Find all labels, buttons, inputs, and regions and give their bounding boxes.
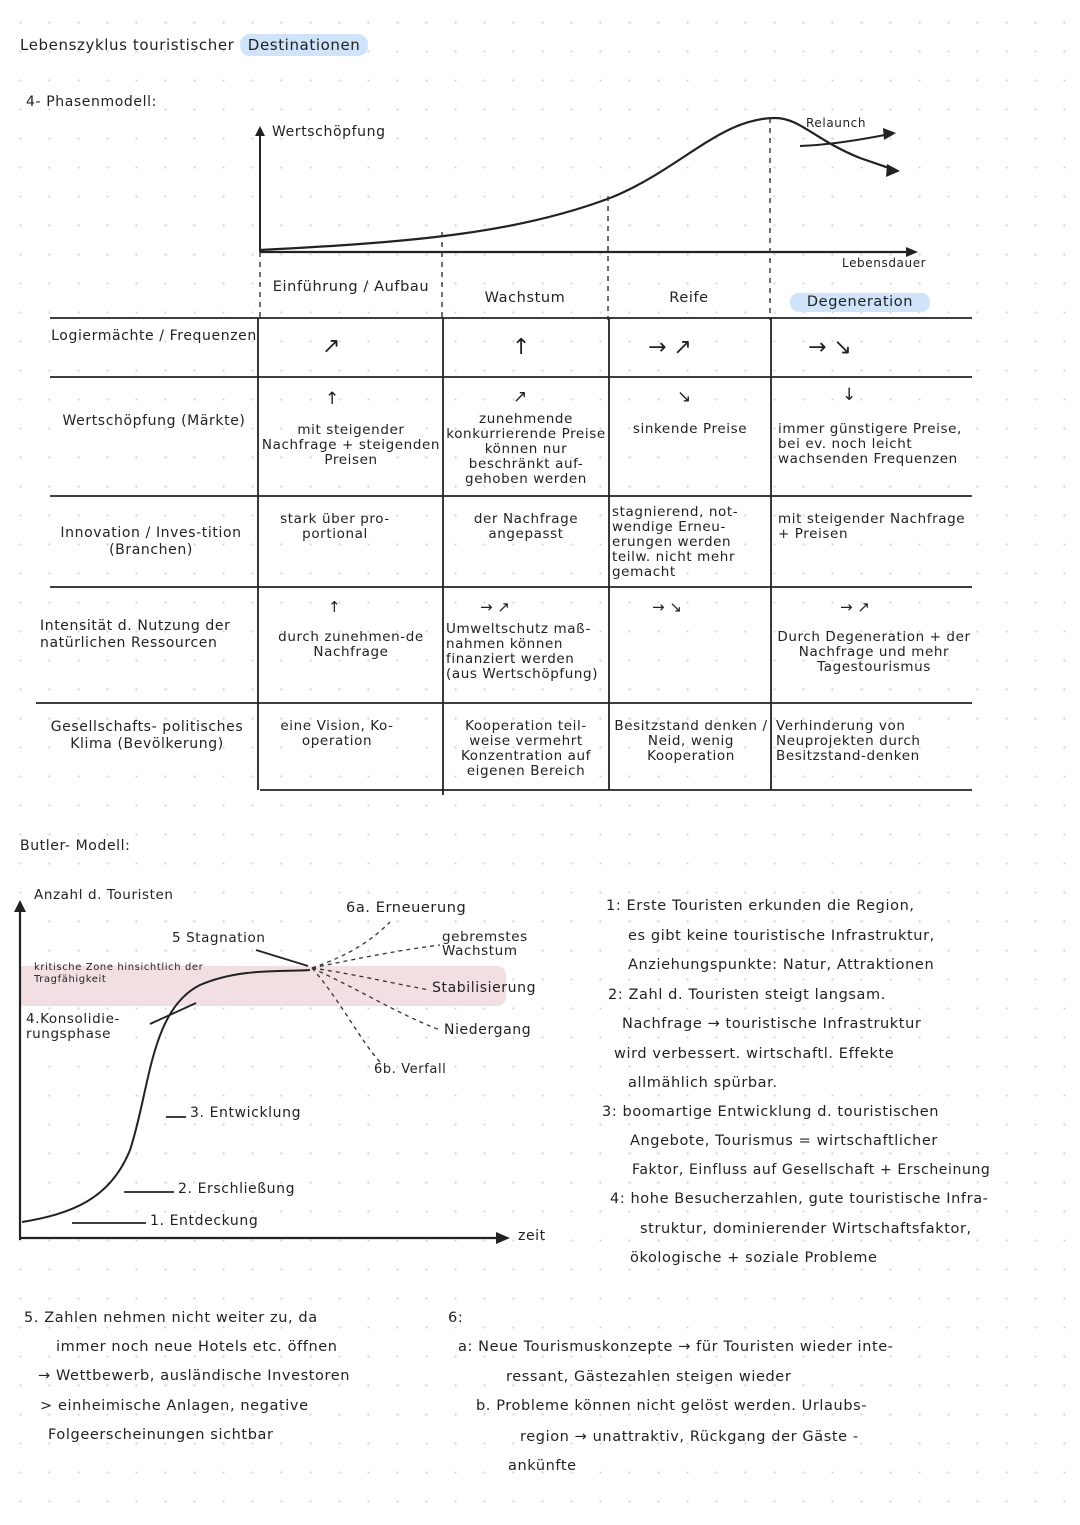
note-bottom-left-line: Folgeerscheinungen sichtbar: [48, 1427, 274, 1443]
note-bottom-right-line: 6:: [448, 1310, 464, 1326]
r2-c3-arrow: ↘: [677, 387, 692, 407]
note-right-line: 4: hohe Besucherzahlen, gute touristische Infra-: [610, 1191, 989, 1207]
r4-c1-arrow: ↑: [328, 598, 341, 616]
note-right-line: wird verbessert. wirtschaftl. Effekte: [614, 1046, 895, 1062]
note-bottom-right-line: ankünfte: [508, 1458, 577, 1474]
note-bottom-left-line: immer noch neue Hotels etc. öffnen: [56, 1339, 338, 1355]
butler-x-axis-label: zeit: [518, 1228, 546, 1244]
note-bottom-left-line: > einheimische Anlagen, negative: [40, 1398, 309, 1414]
phase-maturity: Reife: [669, 290, 709, 306]
r1-c2-arrow: ↑: [512, 335, 531, 360]
stage-4-label: 4.Konsolidie-rungsphase: [26, 1011, 120, 1042]
r5-c4: Verhinderung von Neuprojekten durch Besitzstand-denken: [776, 718, 921, 764]
note-right-line: allmählich spürbar.: [628, 1075, 778, 1091]
stage-1-label: 1. Entdeckung: [150, 1213, 259, 1229]
note-bottom-left-line: → Wettbewerb, ausländische Investoren: [38, 1368, 351, 1384]
r2-c2-arrow: ↗: [513, 387, 528, 407]
stage-5-label: 5 Stagnation: [172, 930, 266, 946]
r3-c3: stagnierend, not-wendige Erneu-erungen werden teilw. nicht mehr gemacht: [612, 504, 739, 580]
r1-c3-arrow: → ↗: [648, 335, 692, 360]
r4-c1: durch zunehmen-de Nachfrage: [278, 629, 424, 660]
r4-c4: Durch Degeneration + der Nachfrage und mehr Tagestourismus: [777, 629, 971, 675]
phase-growth: Wachstum: [484, 290, 566, 306]
r5-c2: Kooperation teil-weise vermehrt Konzentration auf eigenen Bereich: [461, 718, 591, 779]
note-bottom-right-line: a: Neue Tourismuskonzepte → für Touristen wieder inte-: [458, 1339, 894, 1355]
r4-c4-arrow: → ↗: [840, 598, 870, 616]
r5-c1: eine Vision, Ko-operation: [280, 718, 394, 749]
r2-c1: mit steigender Nachfrage + steigenden Preisen: [261, 422, 441, 468]
branch-decline: Niedergang: [444, 1022, 532, 1038]
note-bottom-right-line: b. Probleme können nicht gelöst werden. Urlaubs-: [476, 1398, 868, 1414]
row-label-innovation: Innovation / Inves-tition (Branchen): [60, 525, 242, 558]
butler-x-arrow: [496, 1232, 510, 1244]
consolidation-pointer: [150, 1003, 196, 1024]
note-right-line: es gibt keine touristische Infrastruktur,: [628, 928, 935, 944]
note-right-line: Anziehungspunkte: Natur, Attraktionen: [628, 957, 935, 973]
y-axis-label: Wertschöpfung: [272, 124, 386, 140]
r3-c2: der Nachfrage angepasst: [473, 511, 579, 542]
butler-y-arrow: [14, 900, 26, 912]
four-phase-heading: 4- Phasenmodell:: [26, 94, 157, 110]
note-right-line: struktur, dominierender Wirtschaftsfaktor,: [640, 1221, 972, 1237]
note-bottom-left-line: 5. Zahlen nehmen nicht weiter zu, da: [24, 1310, 318, 1326]
x-axis-label: Lebensdauer: [842, 256, 927, 270]
r4-c2: Umweltschutz maß-nahmen können finanziert werden (aus Wertschöpfung): [446, 621, 599, 682]
stage-6b-label: 6b. Verfall: [374, 1062, 447, 1077]
r5-c3: Besitzstand denken / Neid, wenig Kooperation: [614, 718, 768, 764]
r2-c2: zunehmende konkurrierende Preise können nur beschränkt auf-gehoben werden: [446, 411, 606, 487]
stagnation-pointer: [256, 950, 308, 966]
r2-c4: immer günstigere Preise, bei ev. noch leicht wachsenden Frequenzen: [778, 421, 962, 467]
stage-6a-label: 6a. Erneuerung: [346, 900, 467, 916]
title-text: Lebenszyklus touristischer: [20, 36, 235, 54]
r2-c3: sinkende Preise: [632, 421, 748, 437]
row-label-resources: Intensität d. Nutzung der natürlichen Ressourcen: [40, 618, 231, 651]
row-label-climate: Gesellschafts- politisches Klima (Bevölkerung): [50, 719, 244, 752]
row-label-value: Wertschöpfung (Märkte): [62, 413, 246, 429]
note-right-line: Faktor, Einfluss auf Gesellschaft + Erscheinung: [632, 1162, 991, 1178]
critical-zone-label: kritische Zone hinsichtlich der Tragfähigkeit: [34, 962, 204, 985]
note-right-line: ökologische + soziale Probleme: [630, 1250, 878, 1266]
note-right-line: 3: boomartige Entwicklung d. touristischen: [602, 1104, 940, 1120]
note-right-line: Angebote, Tourismus = wirtschaftlicher: [630, 1133, 938, 1149]
r4-c3-arrow: → ↘: [652, 598, 682, 616]
note-right-line: Nachfrage → touristische Infrastruktur: [622, 1016, 922, 1032]
r1-c4-arrow: → ↘: [808, 335, 852, 360]
butler-heading: Butler- Modell:: [20, 838, 131, 854]
note-bottom-right-line: ressant, Gästezahlen steigen wieder: [506, 1369, 792, 1385]
title-highlight: Destinationen: [240, 34, 369, 56]
branch-slowed-growth: gebremstes Wachstum: [442, 929, 528, 959]
stage-3-label: 3. Entwicklung: [190, 1105, 302, 1121]
stage-2-label: 2. Erschließung: [178, 1181, 296, 1197]
phase-degeneration: Degeneration: [790, 293, 930, 312]
branch-stabilization: Stabilisierung: [432, 980, 537, 996]
r4-c2-arrow: → ↗: [480, 598, 510, 616]
note-right-line: 1: Erste Touristen erkunden die Region,: [606, 898, 915, 914]
r1-c1-arrow: ↗: [322, 334, 341, 359]
r2-c1-arrow: ↑: [325, 389, 340, 409]
butler-chart: [0, 0, 620, 1260]
row-label-frequencies: Logiermächte / Frequenzen: [51, 328, 257, 344]
note-right-line: 2: Zahl d. Touristen steigt langsam.: [608, 987, 886, 1003]
note-bottom-right-line: region → unattraktiv, Rückgang der Gäste -: [520, 1429, 859, 1445]
phase-intro: Einführung / Aufbau: [272, 279, 430, 295]
r3-c1: stark über pro-portional: [280, 511, 390, 542]
r2-c4-arrow: ↓: [842, 385, 857, 405]
butler-y-axis-label: Anzahl d. Touristen: [34, 887, 174, 903]
r3-c4: mit steigender Nachfrage + Preisen: [778, 511, 966, 542]
relaunch-label: Relaunch: [806, 116, 867, 130]
